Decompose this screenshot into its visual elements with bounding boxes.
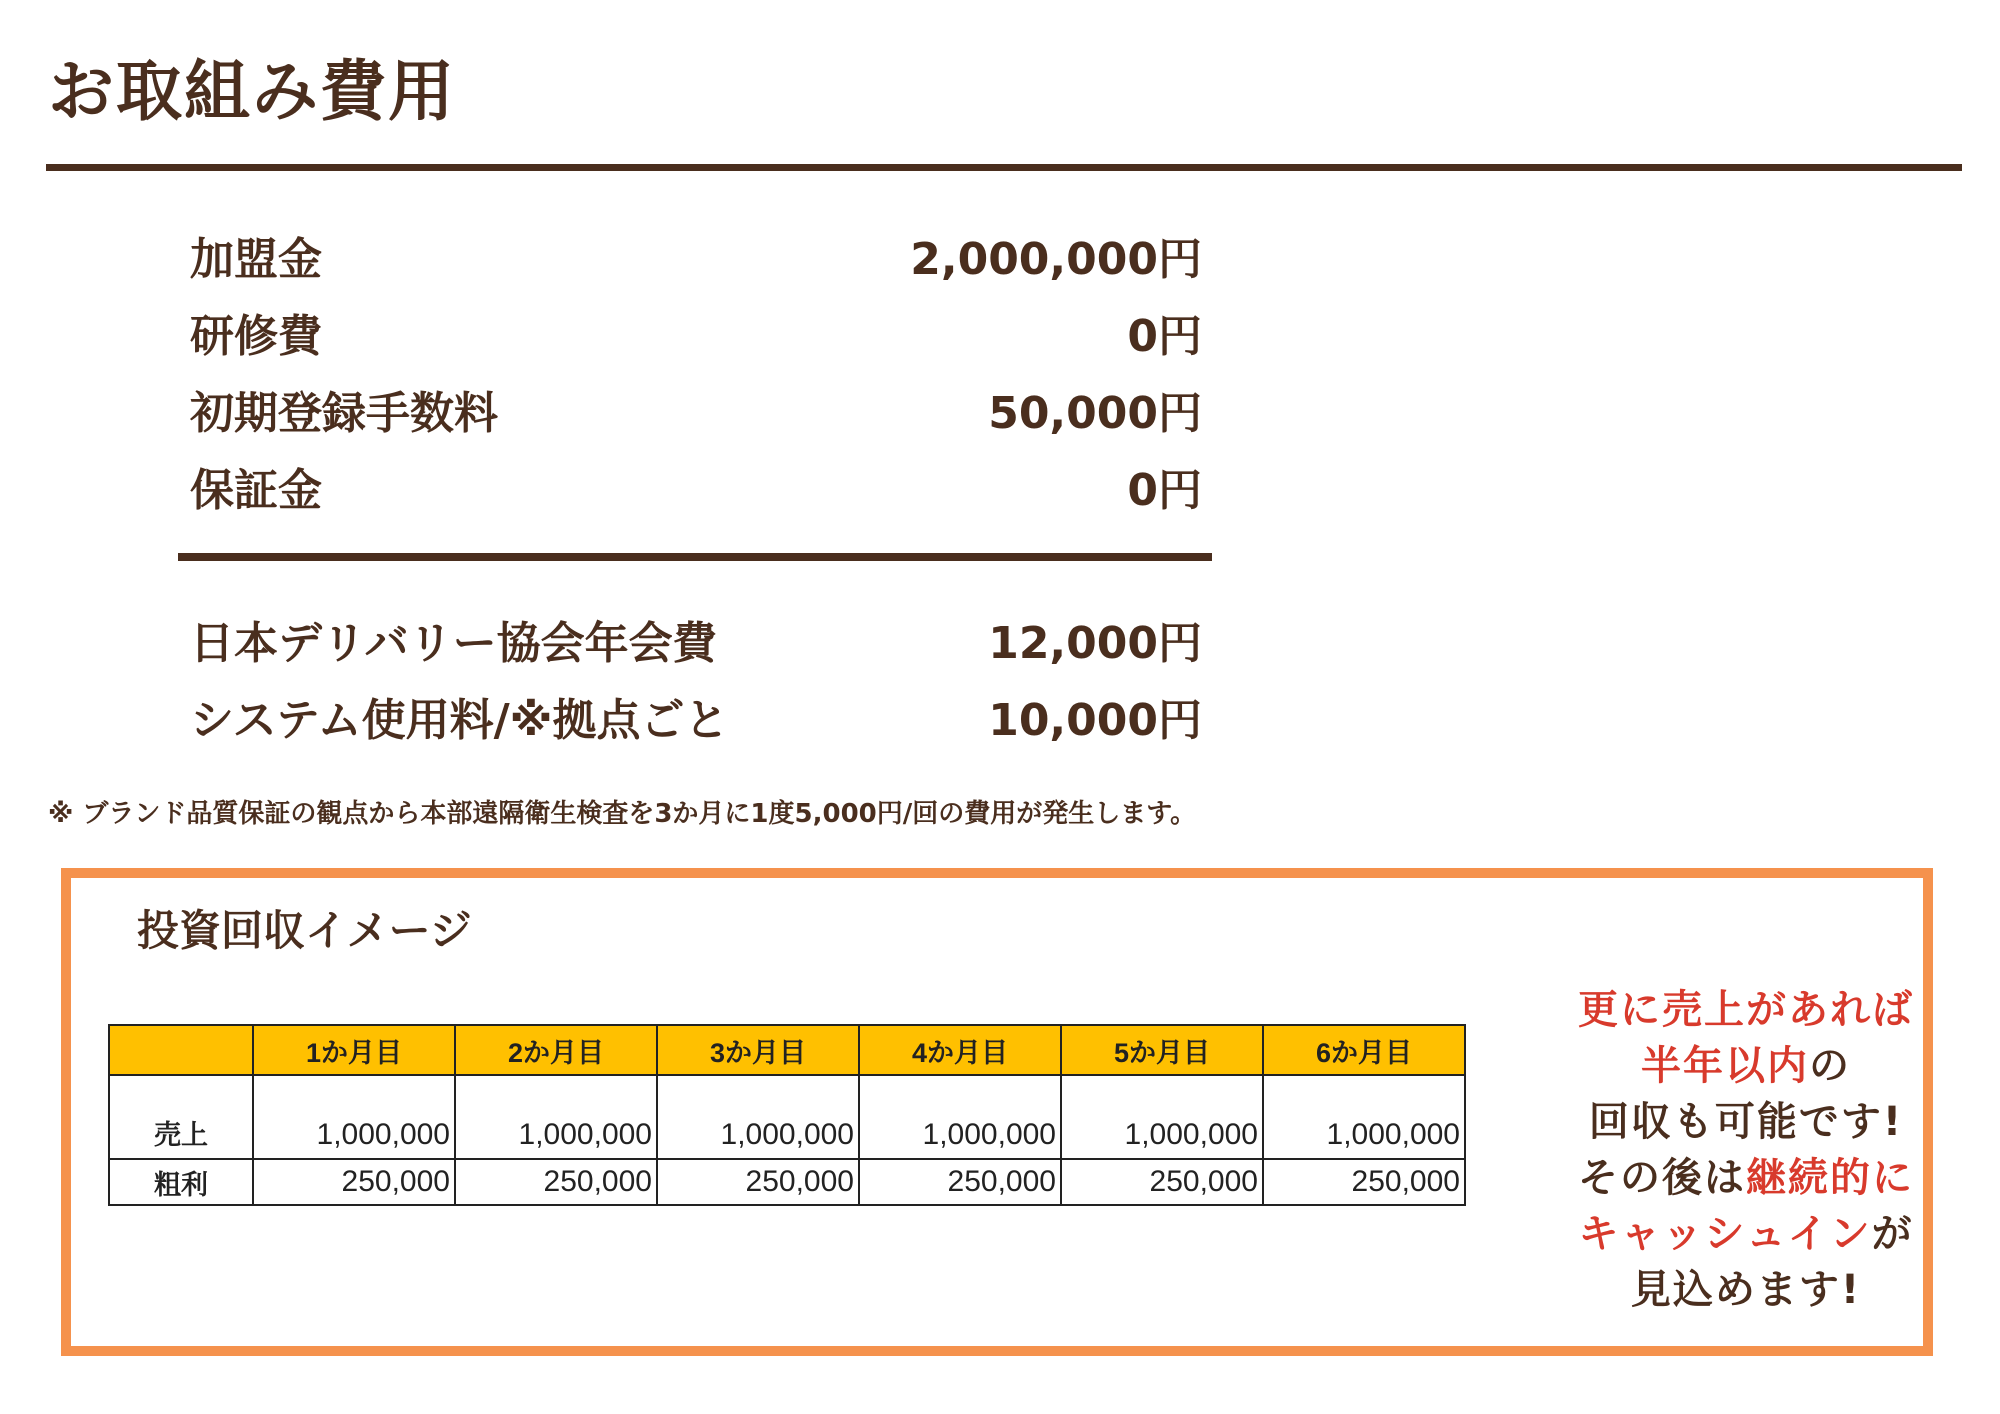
table-cell: 250,000 <box>1061 1159 1263 1205</box>
month-header: 2か月目 <box>455 1025 657 1075</box>
fee-row-training <box>190 293 1202 370</box>
running-fee-list <box>190 600 1202 754</box>
table-cell: 250,000 <box>253 1159 455 1205</box>
roi-panel <box>61 868 1933 1356</box>
message-line <box>1511 1038 1981 1094</box>
fee-label: 初期登録手数料 <box>190 387 498 439</box>
message-text: 回収も可能です! <box>1588 1099 1904 1145</box>
table-cell: 1,000,000 <box>1061 1075 1263 1159</box>
fee-amount: 12,000円 <box>988 617 1202 669</box>
message-text: 見込めます! <box>1630 1267 1862 1313</box>
table-row-gross-profit <box>109 1159 1465 1205</box>
table-cell: 1,000,000 <box>859 1075 1061 1159</box>
month-header: 4か月目 <box>859 1025 1061 1075</box>
fee-row-system <box>190 677 1202 754</box>
message-highlight: 継続的に <box>1746 1155 1914 1201</box>
fee-row-association <box>190 600 1202 677</box>
fee-label: 保証金 <box>190 464 322 516</box>
fee-label: 日本デリバリー協会年会費 <box>190 617 717 669</box>
roi-table-header-row <box>109 1025 1465 1075</box>
month-header: 1か月目 <box>253 1025 455 1075</box>
month-header: 5か月目 <box>1061 1025 1263 1075</box>
message-line <box>1511 1206 1981 1262</box>
message-line <box>1511 982 1981 1038</box>
message-highlight: キャッシュイン <box>1578 1211 1872 1257</box>
message-line <box>1511 1262 1981 1318</box>
table-cell: 250,000 <box>859 1159 1061 1205</box>
table-cell: 1,000,000 <box>657 1075 859 1159</box>
fee-row-franchise <box>190 216 1202 293</box>
initial-fee-list <box>190 216 1202 524</box>
table-cell: 250,000 <box>455 1159 657 1205</box>
fee-amount: 2,000,000円 <box>910 233 1202 285</box>
message-line <box>1511 1150 1981 1206</box>
table-cell: 1,000,000 <box>253 1075 455 1159</box>
fee-row-registration <box>190 370 1202 447</box>
roi-table <box>108 1024 1466 1206</box>
table-cell: 1,000,000 <box>1263 1075 1465 1159</box>
fee-label: 加盟金 <box>190 233 322 285</box>
fee-divider <box>178 553 1212 561</box>
roi-message <box>1511 982 1981 1318</box>
message-line <box>1511 1094 1981 1150</box>
footnote: ※ ブランド品質保証の観点から本部遠隔衛生検査を3か月に1度5,000円/回の費用が発生します。 <box>48 799 1197 829</box>
table-cell: 1,000,000 <box>455 1075 657 1159</box>
month-header: 6か月目 <box>1263 1025 1465 1075</box>
message-text: が <box>1871 1211 1914 1257</box>
message-text: の <box>1809 1043 1851 1089</box>
table-cell: 250,000 <box>657 1159 859 1205</box>
fee-row-deposit <box>190 447 1202 524</box>
fee-amount: 50,000円 <box>988 387 1202 439</box>
roi-title: 投資回収イメージ <box>137 906 472 955</box>
fee-amount: 0円 <box>1127 464 1202 516</box>
message-text: その後は <box>1578 1155 1746 1201</box>
row-label: 粗利 <box>109 1159 253 1205</box>
table-cell: 250,000 <box>1263 1159 1465 1205</box>
fee-amount: 0円 <box>1127 310 1202 362</box>
fee-amount: 10,000円 <box>988 694 1202 746</box>
month-header: 3か月目 <box>657 1025 859 1075</box>
table-row-sales <box>109 1075 1465 1159</box>
row-label: 売上 <box>109 1075 253 1159</box>
page-title: お取組み費用 <box>48 53 456 130</box>
fee-label: システム使用料/※拠点ごと <box>190 694 729 746</box>
message-highlight: 半年以内 <box>1641 1043 1809 1089</box>
message-highlight: 更に売上があれば <box>1578 987 1914 1033</box>
table-corner-cell <box>109 1025 253 1075</box>
fee-label: 研修費 <box>190 310 322 362</box>
title-divider <box>46 164 1962 171</box>
